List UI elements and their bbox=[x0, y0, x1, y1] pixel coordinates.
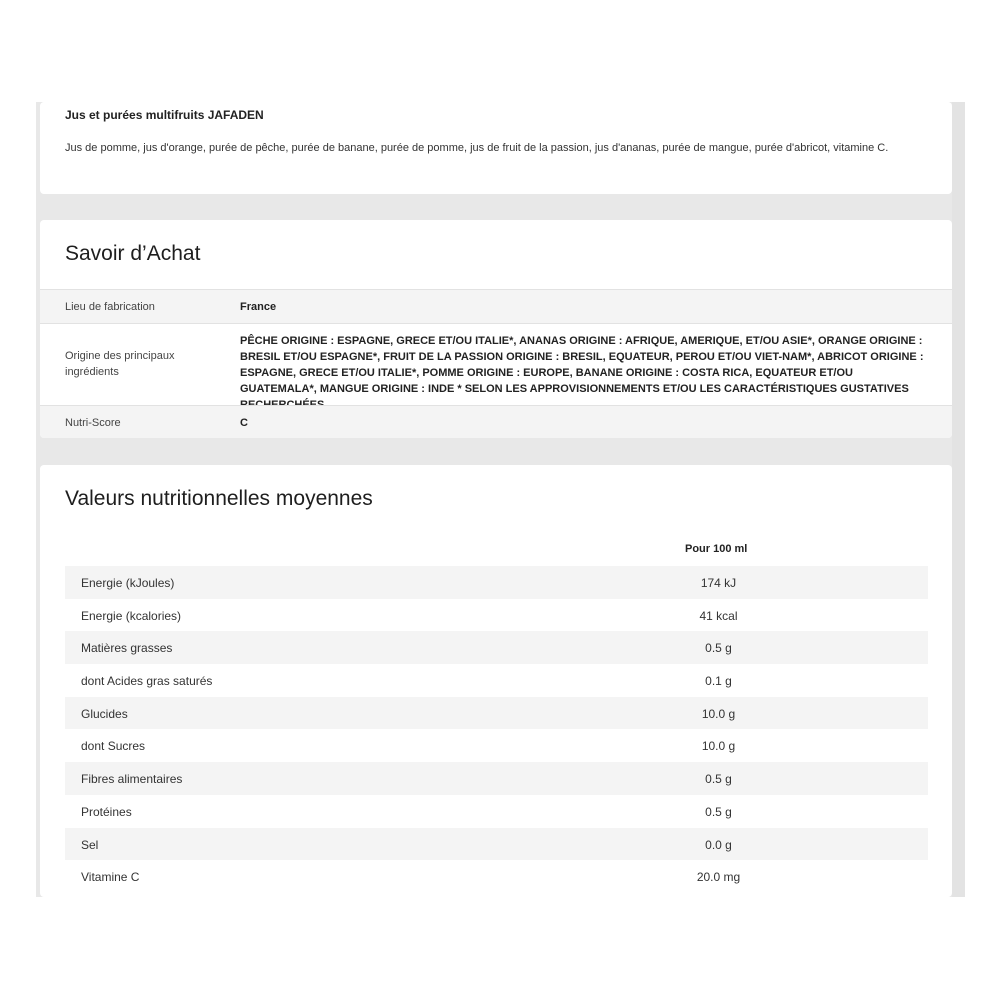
savoir-row-origine bbox=[40, 323, 952, 405]
savoir-row-label: Origine des principaux ingrédients bbox=[65, 350, 175, 378]
nutrient-value: 10.0 g bbox=[701, 739, 736, 754]
nutrient-label: dont Sucres bbox=[81, 739, 146, 754]
savoir-row-value: C bbox=[240, 417, 248, 429]
nutrient-label: Matières grasses bbox=[81, 641, 173, 656]
nutrient-value: 0.5 g bbox=[705, 641, 732, 656]
savoir-row-value: France bbox=[240, 301, 277, 313]
ingredients-card bbox=[40, 102, 952, 194]
table-row bbox=[65, 697, 928, 730]
table-row bbox=[65, 566, 928, 599]
table-row bbox=[65, 729, 928, 762]
savoir-achat-title: Savoir d’Achat bbox=[65, 242, 201, 265]
nutrient-label: Energie (kJoules) bbox=[81, 576, 175, 590]
savoir-achat-card bbox=[40, 220, 952, 438]
table-row bbox=[65, 828, 928, 861]
savoir-row-lieu bbox=[40, 289, 952, 323]
nutrient-label: Fibres alimentaires bbox=[81, 772, 183, 787]
nutrition-title: Valeurs nutritionnelles moyennes bbox=[65, 487, 373, 510]
nutrition-card bbox=[40, 465, 952, 897]
ingredients-text: Jus de pomme, jus d'orange, purée de pêche, purée de banane, purée de pomme, jus de fruit de la passion, jus d'ananas, purée de mangue, purée d'abricot, vitamine C. bbox=[65, 142, 889, 154]
nutrient-value: 20.0 mg bbox=[696, 870, 741, 885]
nutrient-label: Glucides bbox=[81, 706, 128, 721]
table-row bbox=[65, 631, 928, 664]
nutrient-label: Protéines bbox=[81, 804, 132, 819]
table-row bbox=[65, 795, 928, 828]
nutrient-value: 0.1 g bbox=[705, 674, 732, 689]
savoir-row-nutriscore bbox=[40, 405, 952, 438]
nutrient-label: Vitamine C bbox=[81, 870, 140, 885]
nutrient-label: Energie (kcalories) bbox=[81, 608, 182, 623]
table-row bbox=[65, 860, 928, 893]
nutrient-label: dont Acides gras saturés bbox=[81, 674, 213, 689]
nutrient-value: 0.5 g bbox=[705, 772, 732, 787]
nutrient-value: 174 kJ bbox=[700, 576, 737, 590]
savoir-row-value: PÊCHE ORIGINE : ESPAGNE, GRECE ET/OU ITALIE*, ANANAS ORIGINE : AFRIQUE, AMERIQUE, ET/OU ASIE*, ORANGE ORIGINE : BRESIL ET/OU ESPAGNE*, FRUIT DE LA PASSION ORIGINE : BRESIL, EQUATEUR, PEROU ET/OU VIET-NAM*, ABRICOT ORIGINE : ESPAGNE, GRECE ET/OU ITALIE*, POMME ORIGINE : EUROPE, BANANE ORIGINE : COSTA RICA, EQUATEUR ET/OU GUATEMALA*, MANGUE ORIGINE : INDE * SELON LES APPROVISIONNEMENTS ET/OU LES CARACTÉRISTIQUES GUSTATIVES bbox=[240, 335, 924, 395]
nutrition-table bbox=[65, 566, 928, 893]
nutrition-column-header: Pour 100 ml bbox=[685, 543, 748, 555]
savoir-row-label: Lieu de fabrication bbox=[65, 301, 155, 313]
ingredients-title: Jus et purées multifruits JAFADEN bbox=[65, 108, 264, 122]
nutrient-value: 0.0 g bbox=[705, 837, 732, 852]
nutrient-value: 41 kcal bbox=[699, 608, 738, 623]
table-row bbox=[65, 762, 928, 795]
table-row bbox=[65, 664, 928, 697]
scrollbar-track[interactable] bbox=[952, 102, 965, 897]
table-row bbox=[65, 599, 928, 632]
nutrient-value: 10.0 g bbox=[701, 706, 736, 721]
nutrient-value: 0.5 g bbox=[705, 804, 732, 819]
savoir-row-label: Nutri-Score bbox=[65, 417, 121, 429]
nutrient-label: Sel bbox=[81, 837, 99, 852]
